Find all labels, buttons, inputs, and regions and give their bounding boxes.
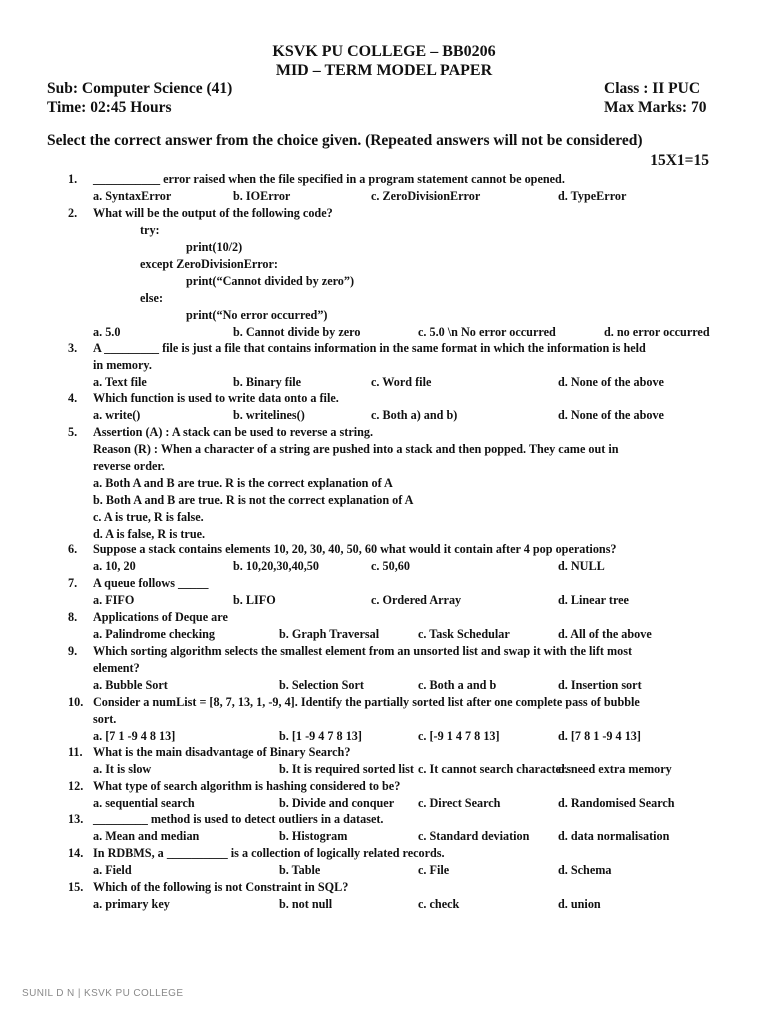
option: b. not null (279, 897, 333, 911)
question-text: Which of the following is not Constraint in SQL? (93, 880, 349, 894)
option: b. [1 -9 4 7 8 13] (279, 729, 362, 743)
option: b. Binary file (233, 375, 302, 389)
option: d. Randomised Search (558, 796, 675, 810)
question-number: 1. (68, 172, 78, 186)
option: a. Palindrome checking (93, 627, 215, 641)
question-number: 3. (68, 341, 78, 355)
subject-label: Sub: Computer Science (41) (47, 80, 233, 97)
question-text: In RDBMS, a __________ is a collection of logically related records. (93, 846, 445, 860)
question-text: Suppose a stack contains elements 10, 20, 30, 40, 50, 60 what would it contain after 4 pop operations? (93, 542, 617, 556)
question-number: 13. (68, 812, 84, 826)
question-number: 4. (68, 391, 78, 405)
option: a. Mean and median (93, 829, 200, 843)
option: a. primary key (93, 897, 170, 911)
question-text: Applications of Deque are (93, 610, 228, 624)
option: d. data normalisation (558, 829, 670, 843)
option: a. It is slow (93, 762, 152, 776)
option: d. A is false, R is true. (93, 527, 206, 541)
max-marks-label: Max Marks: 70 (604, 99, 707, 116)
option: a. Field (93, 863, 132, 877)
option: a. sequential search (93, 796, 195, 810)
option: d. Insertion sort (558, 678, 642, 692)
option: c. Task Schedular (418, 627, 510, 641)
option: d. Linear tree (558, 593, 629, 607)
option: b. LIFO (233, 593, 276, 607)
option: a. write() (93, 408, 141, 422)
option: a. Text file (93, 375, 147, 389)
option: d. None of the above (558, 408, 664, 422)
option: b. Selection Sort (279, 678, 364, 692)
question-text: element? (93, 661, 140, 675)
option: b. writelines() (233, 408, 305, 422)
option: c. 50,60 (371, 559, 410, 573)
code-line: else: (140, 291, 164, 305)
option: b. Divide and conquer (279, 796, 395, 810)
option: b. Both A and B are true. R is not the correct explanation of A (93, 493, 414, 507)
time-label: Time: 02:45 Hours (47, 99, 172, 116)
code-line: except ZeroDivisionError: (140, 257, 278, 271)
code-line: print(“No error occurred”) (186, 308, 328, 322)
question-text: What type of search algorithm is hashing considered to be? (93, 779, 401, 793)
option: b. Table (279, 863, 321, 877)
option: d. All of the above (558, 627, 652, 641)
option: b. IOError (233, 189, 291, 203)
option: a. SyntaxError (93, 189, 172, 203)
code-line: print(10/2) (186, 240, 243, 254)
question-number: 10. (68, 695, 84, 709)
option: b. 10,20,30,40,50 (233, 559, 319, 573)
option: c. It cannot search characters (418, 762, 572, 776)
option: c. Ordered Array (371, 593, 462, 607)
option: b. Cannot divide by zero (233, 325, 361, 339)
marks-scheme: 15X1=15 (650, 152, 709, 169)
option: a. [7 1 -9 4 8 13] (93, 729, 176, 743)
footer: SUNIL D N | KSVK PU COLLEGE (22, 988, 184, 999)
question-number: 5. (68, 425, 78, 439)
question-text: A _________ file is just a file that contains information in the same format in which the information is held (93, 341, 646, 355)
question-text: Consider a numList = [8, 7, 13, 1, -9, 4]. Identify the partially sorted list after one complete pass of bubble (93, 695, 640, 709)
option: d. NULL (558, 559, 605, 573)
option: c. File (418, 863, 450, 877)
question-text: Which function is used to write data onto a file. (93, 391, 339, 405)
option: c. 5.0 \n No error occurred (418, 325, 556, 339)
option: d. None of the above (558, 375, 664, 389)
question-number: 9. (68, 644, 78, 658)
question-number: 12. (68, 779, 84, 793)
question-text: A queue follows _____ (93, 576, 209, 590)
question-text: sort. (93, 712, 117, 726)
question-text: reverse order. (93, 459, 165, 473)
option: a. 5.0 (93, 325, 121, 339)
question-number: 15. (68, 880, 84, 894)
option: c. [-9 1 4 7 8 13] (418, 729, 500, 743)
question-number: 7. (68, 576, 78, 590)
option: d. TypeError (558, 189, 627, 203)
question-text: _________ method is used to detect outliers in a dataset. (93, 812, 384, 826)
college-title: KSVK PU COLLEGE – BB0206 (272, 43, 496, 60)
option: a. Bubble Sort (93, 678, 168, 692)
question-text: Reason (R) : When a character of a string are pushed into a stack and then popped. They came out in (93, 442, 619, 456)
option: d. no error occurred (604, 325, 710, 339)
option: a. Both A and B are true. R is the correct explanation of A (93, 476, 393, 490)
question-text: What will be the output of the following code? (93, 206, 333, 220)
question-text: in memory. (93, 358, 152, 372)
question-text: ___________ error raised when the file specified in a program statement cannot be opened. (93, 172, 565, 186)
question-text: Assertion (A) : A stack can be used to reverse a string. (93, 425, 374, 439)
code-line: try: (140, 223, 160, 237)
question-number: 2. (68, 206, 78, 220)
option: a. FIFO (93, 593, 135, 607)
option: b. It is required sorted list (279, 762, 414, 776)
option: b. Graph Traversal (279, 627, 380, 641)
option: d. Schema (558, 863, 612, 877)
option: d. [7 8 1 -9 4 13] (558, 729, 641, 743)
option: c. Both a and b (418, 678, 497, 692)
option: c. Word file (371, 375, 432, 389)
question-text: What is the main disadvantage of Binary Search? (93, 745, 351, 759)
option: c. ZeroDivisionError (371, 189, 481, 203)
option: d. need extra memory (558, 762, 672, 776)
question-number: 14. (68, 846, 84, 860)
code-line: print(“Cannot divided by zero”) (186, 274, 355, 288)
option: d. union (558, 897, 601, 911)
paper-title: MID – TERM MODEL PAPER (275, 62, 493, 79)
option: c. check (418, 897, 460, 911)
option: c. Direct Search (418, 796, 501, 810)
question-number: 11. (68, 745, 83, 759)
class-label: Class : II PUC (604, 80, 701, 97)
option: b. Histogram (279, 829, 348, 843)
question-number: 6. (68, 542, 78, 556)
question-number: 8. (68, 610, 78, 624)
option: a. 10, 20 (93, 559, 136, 573)
option: c. Both a) and b) (371, 408, 458, 422)
option: c. A is true, R is false. (93, 510, 204, 524)
option: c. Standard deviation (418, 829, 530, 843)
question-text: Which sorting algorithm selects the smallest element from an unsorted list and swap it with the lift most (93, 644, 633, 658)
instructions: Select the correct answer from the choice given. (Repeated answers will not be considered) (47, 132, 643, 149)
